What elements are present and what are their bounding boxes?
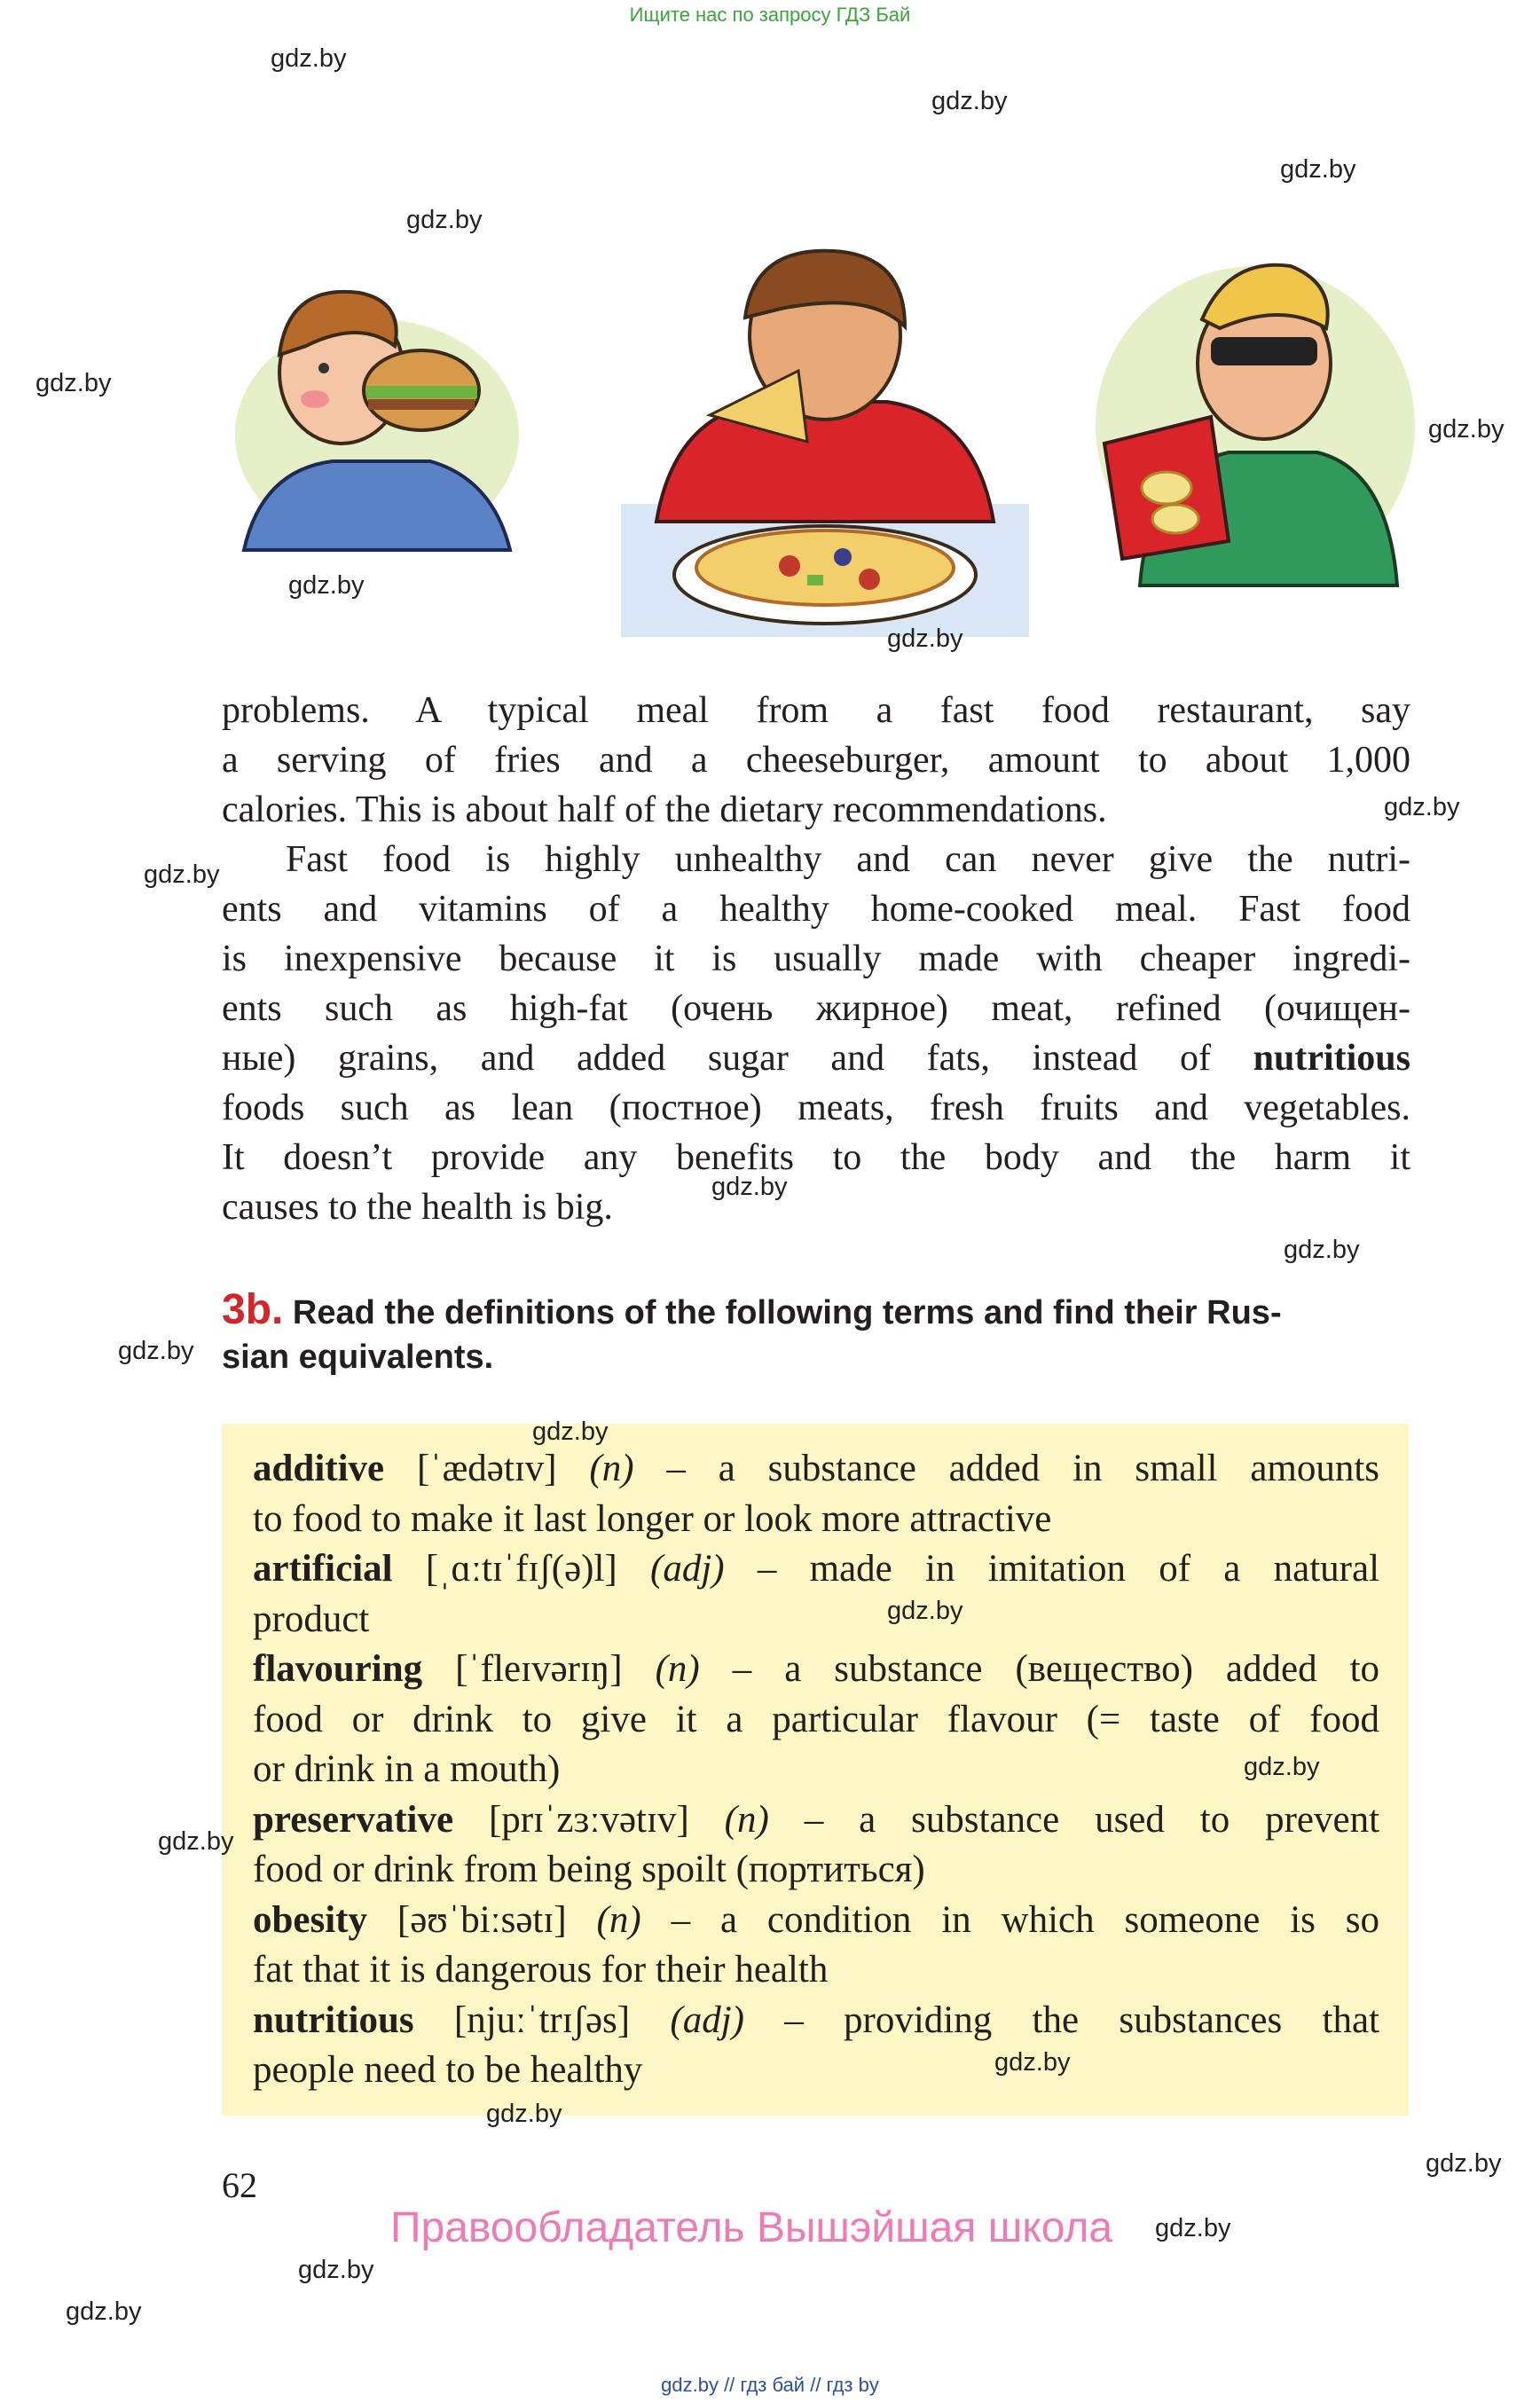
- watermark: gdz.by: [1426, 2149, 1502, 2178]
- rights-holder: Правообладатель Вышэйшая школа: [390, 2204, 1113, 2251]
- text-line: is inexpensive because it is usually made with cheaper ingredi-: [222, 938, 1410, 979]
- watermark: gdz.by: [887, 624, 963, 653]
- transcription: [ˈfleɪvərɪŋ]: [455, 1648, 623, 1690]
- definition-line: people need to be healthy: [253, 2049, 643, 2091]
- watermark: gdz.by: [711, 1173, 788, 1201]
- term: flavouring: [253, 1648, 423, 1690]
- text-line: ents such as high-fat (очень жирное) meat, refined (очищен-: [222, 988, 1410, 1029]
- definition-line: or drink in a mouth): [253, 1748, 561, 1790]
- watermark: gdz.by: [406, 206, 483, 234]
- definition-text: – a substance (вещество) added to: [732, 1648, 1380, 1690]
- definition-line: food or drink from being spoilt (портиться): [253, 1849, 925, 1890]
- text-line: ents and vitamins of a healthy home-cooked meal. Fast food: [222, 889, 1410, 930]
- part-of-speech: (n): [655, 1648, 700, 1690]
- watermark: gdz.by: [144, 860, 220, 889]
- transcription: [ˌɑːtɪˈfɪʃ(ə)l]: [425, 1548, 617, 1590]
- term: artificial: [253, 1548, 393, 1590]
- term: preservative: [253, 1798, 454, 1841]
- definition-line: to food to make it last longer or look more attractive: [253, 1497, 1052, 1540]
- definition-line: [253, 1795, 1379, 1846]
- text-paragraph-2: [222, 835, 1410, 1232]
- text-line: a serving of fries and a cheeseburger, amount to about 1,000: [222, 740, 1410, 781]
- watermark: gdz.by: [887, 1597, 963, 1625]
- watermark: gdz.by: [1284, 1236, 1360, 1264]
- term: nutritious: [253, 1999, 414, 2041]
- definition-text: – made in imitation of a natural: [757, 1548, 1380, 1590]
- watermark: gdz.by: [66, 2297, 142, 2326]
- watermark: gdz.by: [1155, 2214, 1231, 2242]
- transcription: [prɪˈzɜːvətɪv]: [488, 1798, 689, 1841]
- text-line: problems. A typical meal from a fast food restaurant, say: [222, 690, 1410, 731]
- watermark: gdz.by: [1428, 415, 1505, 444]
- definition-line: [253, 1444, 1379, 1495]
- footer-links[interactable]: gdz.by // гдз бай // гдз by: [661, 2374, 879, 2396]
- term: additive: [253, 1448, 385, 1489]
- part-of-speech: (n): [724, 1798, 769, 1841]
- watermark: gdz.by: [1384, 793, 1460, 821]
- part-of-speech: (adj): [650, 1548, 725, 1590]
- watermark: gdz.by: [298, 2256, 374, 2284]
- text-paragraph-1: [222, 686, 1410, 835]
- boy-eating-burger-illustration: [226, 266, 519, 559]
- text-line: causes to the health is big.: [222, 1187, 613, 1228]
- definition-text: – a substance added in small amounts: [666, 1448, 1380, 1489]
- definition-text: – a condition in which someone is so: [671, 1898, 1380, 1941]
- definition-line: food or drink to give it a particular flavour (= taste of food: [253, 1698, 1379, 1740]
- watermark: gdz.by: [35, 369, 112, 397]
- top-banner[interactable]: Ищите нас по запросу ГДЗ Бай: [629, 4, 911, 26]
- part-of-speech: (n): [589, 1448, 634, 1489]
- transcription: [əʊˈbiːsətɪ]: [397, 1898, 567, 1941]
- watermark: gdz.by: [1280, 155, 1356, 184]
- definition-line: [253, 1896, 1379, 1946]
- watermark: gdz.by: [158, 1827, 234, 1856]
- watermark: gdz.by: [1244, 1753, 1320, 1781]
- definition-text: – providing the substances that: [784, 1999, 1379, 2041]
- watermark: gdz.by: [994, 2048, 1071, 2077]
- bold-term: nutritious: [1253, 1038, 1411, 1079]
- definition-line: product: [253, 1598, 370, 1640]
- watermark: gdz.by: [532, 1417, 609, 1446]
- text-line: calories. This is about half of the dietary recommendations.: [222, 789, 1107, 830]
- text-line: Fast food is highly unhealthy and can never give the nutri-: [286, 839, 1410, 880]
- definition-text: – a substance used to prevent: [804, 1798, 1380, 1841]
- watermark: gdz.by: [486, 2100, 562, 2128]
- definition-line: [253, 1544, 1379, 1595]
- transcription: [ˈædətɪv]: [416, 1448, 557, 1489]
- part-of-speech: (n): [596, 1898, 641, 1941]
- definition-line: fat that it is dangerous for their health: [253, 1949, 829, 1991]
- text-line: [222, 1033, 1410, 1083]
- definition-line: [253, 1996, 1379, 2046]
- watermark: gdz.by: [931, 87, 1008, 115]
- man-eating-chips-illustration: [1087, 248, 1424, 594]
- exercise-instruction-cont: sian equivalents.: [222, 1339, 494, 1376]
- term: obesity: [253, 1898, 367, 1941]
- transcription: [njuːˈtrɪʃəs]: [453, 1999, 631, 2041]
- part-of-speech: (adj): [670, 1999, 744, 2041]
- exercise-instruction: Read the definitions of the following terms and find their Rus-: [292, 1294, 1282, 1331]
- definition-line: [253, 1645, 1379, 1695]
- definitions-list: [253, 1444, 1379, 2096]
- man-eating-pizza-illustration: [621, 238, 1029, 637]
- exercise-number: 3b.: [222, 1286, 284, 1333]
- text-segment: ные) grains, and added sugar and fats, instead of: [222, 1038, 1212, 1079]
- watermark: gdz.by: [271, 44, 347, 73]
- watermark: gdz.by: [118, 1337, 194, 1365]
- text-line: foods such as lean (постное) meats, fresh fruits and vegetables.: [222, 1088, 1410, 1128]
- text-line: It doesn’t provide any benefits to the body and the harm it: [222, 1137, 1410, 1178]
- watermark: gdz.by: [288, 571, 365, 600]
- exercise-heading: [222, 1288, 1410, 1379]
- page-number: 62: [222, 2165, 257, 2205]
